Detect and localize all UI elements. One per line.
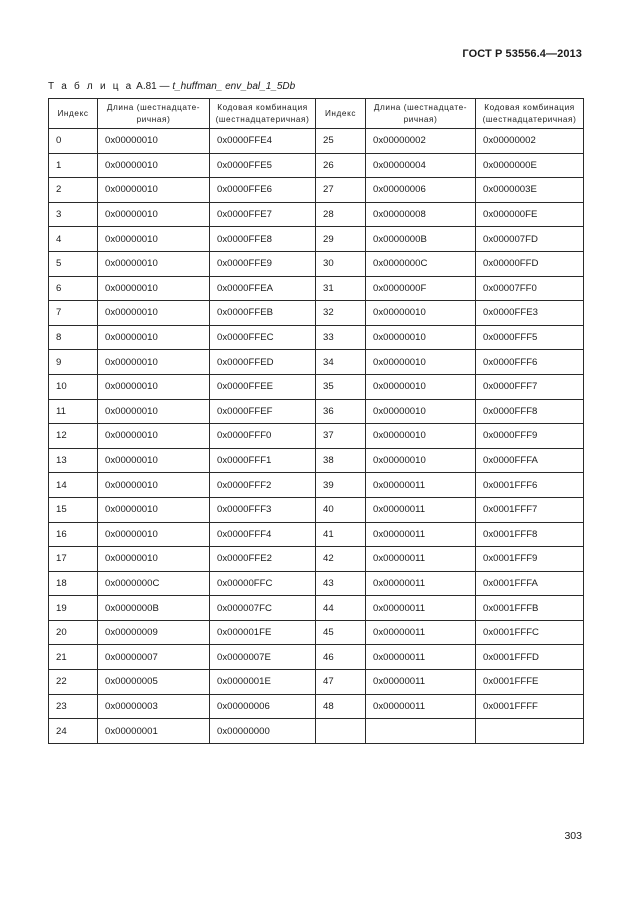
table-row [49,719,584,744]
length-cell: 0x00000011 [366,571,476,596]
table-row [49,374,584,399]
code-cell: 0x0000FFF2 [210,473,316,498]
length-cell: 0x00000011 [366,670,476,695]
index-cell: 5 [49,251,98,276]
table-caption [48,81,295,92]
index-cell: 16 [49,522,98,547]
code-cell: 0x0000FFF6 [476,350,584,375]
index-cell: 8 [49,325,98,350]
code-cell: 0x0000FFF7 [476,374,584,399]
length-cell: 0x00000010 [98,374,210,399]
code-cell: 0x000000FE [476,202,584,227]
code-cell: 0x0000001E [210,670,316,695]
code-cell: 0x0000007E [210,645,316,670]
length-cell: 0x00000010 [98,276,210,301]
header-code: Кодовая комбинация (шестнадцатеричная) [476,99,584,129]
index-cell: 26 [316,153,366,178]
index-cell: 21 [49,645,98,670]
index-cell: 38 [316,448,366,473]
index-cell: 25 [316,129,366,154]
length-cell: 0x0000000B [98,596,210,621]
length-cell: 0x00000011 [366,497,476,522]
code-cell: 0x0001FFF9 [476,547,584,572]
table-row [49,571,584,596]
index-cell: 23 [49,694,98,719]
length-cell: 0x00000002 [366,129,476,154]
length-cell: 0x00000006 [366,178,476,203]
header-length: Длина (шестнадцате-ричная) [366,99,476,129]
code-cell: 0x0000FFF9 [476,424,584,449]
header-index: Индекс [49,99,98,129]
caption-number: А.81 — [136,81,170,92]
code-cell: 0x0000FFEB [210,301,316,326]
length-cell: 0x00000011 [366,645,476,670]
length-cell: 0x00000010 [98,129,210,154]
length-cell: 0x0000000C [366,251,476,276]
table-row [49,670,584,695]
standard-designation: ГОСТ Р 53556.4—2013 [462,48,582,60]
code-cell: 0x0000FFF0 [210,424,316,449]
code-cell: 0x0001FFFF [476,694,584,719]
code-cell: 0x0000FFE6 [210,178,316,203]
table-row [49,522,584,547]
length-cell: 0x00000010 [98,473,210,498]
table-row [49,620,584,645]
code-cell: 0x00000FFC [210,571,316,596]
length-cell: 0x00000011 [366,596,476,621]
length-cell: 0x00000010 [98,178,210,203]
index-cell: 29 [316,227,366,252]
length-cell: 0x00000010 [98,251,210,276]
table-row [49,694,584,719]
table-row [49,276,584,301]
index-cell: 3 [49,202,98,227]
table-row [49,497,584,522]
index-cell: 27 [316,178,366,203]
table-row [49,325,584,350]
length-cell: 0x0000000B [366,227,476,252]
length-cell: 0x00000010 [366,448,476,473]
code-cell: 0x0000003E [476,178,584,203]
code-cell: 0x0000FFF4 [210,522,316,547]
code-cell: 0x000001FE [210,620,316,645]
code-cell: 0x00000002 [476,129,584,154]
table-row [49,424,584,449]
table-row [49,473,584,498]
length-cell [366,719,476,744]
table-row [49,596,584,621]
index-cell: 48 [316,694,366,719]
index-cell: 1 [49,153,98,178]
table-row [49,129,584,154]
index-cell: 7 [49,301,98,326]
index-cell: 46 [316,645,366,670]
code-cell: 0x0000FFEC [210,325,316,350]
code-cell: 0x0000FFF8 [476,399,584,424]
code-cell: 0x0000FFE4 [210,129,316,154]
code-cell: 0x0001FFF7 [476,497,584,522]
length-cell: 0x00000010 [366,325,476,350]
length-cell: 0x00000011 [366,547,476,572]
index-cell: 9 [49,350,98,375]
header-row [49,99,584,129]
index-cell: 42 [316,547,366,572]
index-cell: 45 [316,620,366,645]
code-cell: 0x0000FFE9 [210,251,316,276]
length-cell: 0x00000007 [98,645,210,670]
index-cell: 19 [49,596,98,621]
code-cell: 0x0001FFFC [476,620,584,645]
index-cell: 43 [316,571,366,596]
code-cell: 0x0000FFEE [210,374,316,399]
code-cell: 0x0001FFF8 [476,522,584,547]
code-cell: 0x0000FFE8 [210,227,316,252]
table-row [49,547,584,572]
length-cell: 0x00000010 [98,547,210,572]
index-cell: 35 [316,374,366,399]
index-cell: 12 [49,424,98,449]
code-cell: 0x000007FC [210,596,316,621]
table-row [49,448,584,473]
code-cell: 0x0001FFFD [476,645,584,670]
table-row [49,251,584,276]
length-cell: 0x00000010 [98,448,210,473]
length-cell: 0x00000008 [366,202,476,227]
code-cell: 0x00000FFD [476,251,584,276]
code-cell: 0x0000FFEF [210,399,316,424]
length-cell: 0x00000010 [366,374,476,399]
index-cell: 14 [49,473,98,498]
index-cell: 34 [316,350,366,375]
length-cell: 0x0000000C [98,571,210,596]
code-cell: 0x00007FF0 [476,276,584,301]
length-cell: 0x00000010 [98,227,210,252]
table-row [49,153,584,178]
code-cell: 0x0000FFF1 [210,448,316,473]
length-cell: 0x00000010 [98,350,210,375]
index-cell: 44 [316,596,366,621]
index-cell: 28 [316,202,366,227]
caption-name: t_huffman_ env_bal_1_5Db [172,81,296,92]
index-cell: 13 [49,448,98,473]
index-cell: 6 [49,276,98,301]
code-cell [476,719,584,744]
index-cell: 37 [316,424,366,449]
length-cell: 0x00000011 [366,694,476,719]
table-row [49,399,584,424]
table-body [49,129,584,744]
length-cell: 0x00000011 [366,522,476,547]
page-number: 303 [564,830,582,842]
index-cell: 2 [49,178,98,203]
length-cell: 0x0000000F [366,276,476,301]
code-cell: 0x0001FFFB [476,596,584,621]
length-cell: 0x00000011 [366,620,476,645]
index-cell: 32 [316,301,366,326]
code-cell: 0x0001FFFE [476,670,584,695]
length-cell: 0x00000010 [98,325,210,350]
length-cell: 0x00000010 [366,424,476,449]
length-cell: 0x00000010 [366,399,476,424]
index-cell: 0 [49,129,98,154]
length-cell: 0x00000010 [98,153,210,178]
code-cell: 0x0000FFF3 [210,497,316,522]
code-cell: 0x00000000 [210,719,316,744]
code-cell: 0x0000FFE2 [210,547,316,572]
index-cell: 22 [49,670,98,695]
length-cell: 0x00000010 [98,424,210,449]
index-cell: 15 [49,497,98,522]
code-cell: 0x0001FFFA [476,571,584,596]
code-cell: 0x0000FFF5 [476,325,584,350]
index-cell [316,719,366,744]
table-row [49,350,584,375]
length-cell: 0x00000010 [98,497,210,522]
code-cell: 0x0001FFF6 [476,473,584,498]
index-cell: 30 [316,251,366,276]
length-cell: 0x00000005 [98,670,210,695]
header-code: Кодовая комбинация (шестнадцатеричная) [210,99,316,129]
header-index: Индекс [316,99,366,129]
table-row [49,227,584,252]
index-cell: 31 [316,276,366,301]
table-row [49,178,584,203]
code-cell: 0x0000FFE7 [210,202,316,227]
code-cell: 0x0000000E [476,153,584,178]
index-cell: 39 [316,473,366,498]
length-cell: 0x00000010 [98,301,210,326]
length-cell: 0x00000010 [366,301,476,326]
length-cell: 0x00000010 [98,399,210,424]
length-cell: 0x00000010 [98,522,210,547]
code-cell: 0x000007FD [476,227,584,252]
length-cell: 0x00000010 [98,202,210,227]
code-cell: 0x0000FFE5 [210,153,316,178]
table-row [49,202,584,227]
length-cell: 0x00000003 [98,694,210,719]
index-cell: 20 [49,620,98,645]
index-cell: 17 [49,547,98,572]
index-cell: 4 [49,227,98,252]
index-cell: 36 [316,399,366,424]
length-cell: 0x00000009 [98,620,210,645]
table-row [49,301,584,326]
index-cell: 33 [316,325,366,350]
index-cell: 10 [49,374,98,399]
index-cell: 40 [316,497,366,522]
code-cell: 0x0000FFFA [476,448,584,473]
table-row [49,645,584,670]
huffman-table [48,98,584,744]
index-cell: 18 [49,571,98,596]
index-cell: 24 [49,719,98,744]
code-cell: 0x00000006 [210,694,316,719]
length-cell: 0x00000004 [366,153,476,178]
caption-prefix: Т а б л и ц а [48,81,134,92]
length-cell: 0x00000011 [366,473,476,498]
length-cell: 0x00000001 [98,719,210,744]
code-cell: 0x0000FFEA [210,276,316,301]
length-cell: 0x00000010 [366,350,476,375]
code-cell: 0x0000FFED [210,350,316,375]
header-length: Длина (шестнадцате-ричная) [98,99,210,129]
index-cell: 41 [316,522,366,547]
index-cell: 47 [316,670,366,695]
index-cell: 11 [49,399,98,424]
code-cell: 0x0000FFE3 [476,301,584,326]
